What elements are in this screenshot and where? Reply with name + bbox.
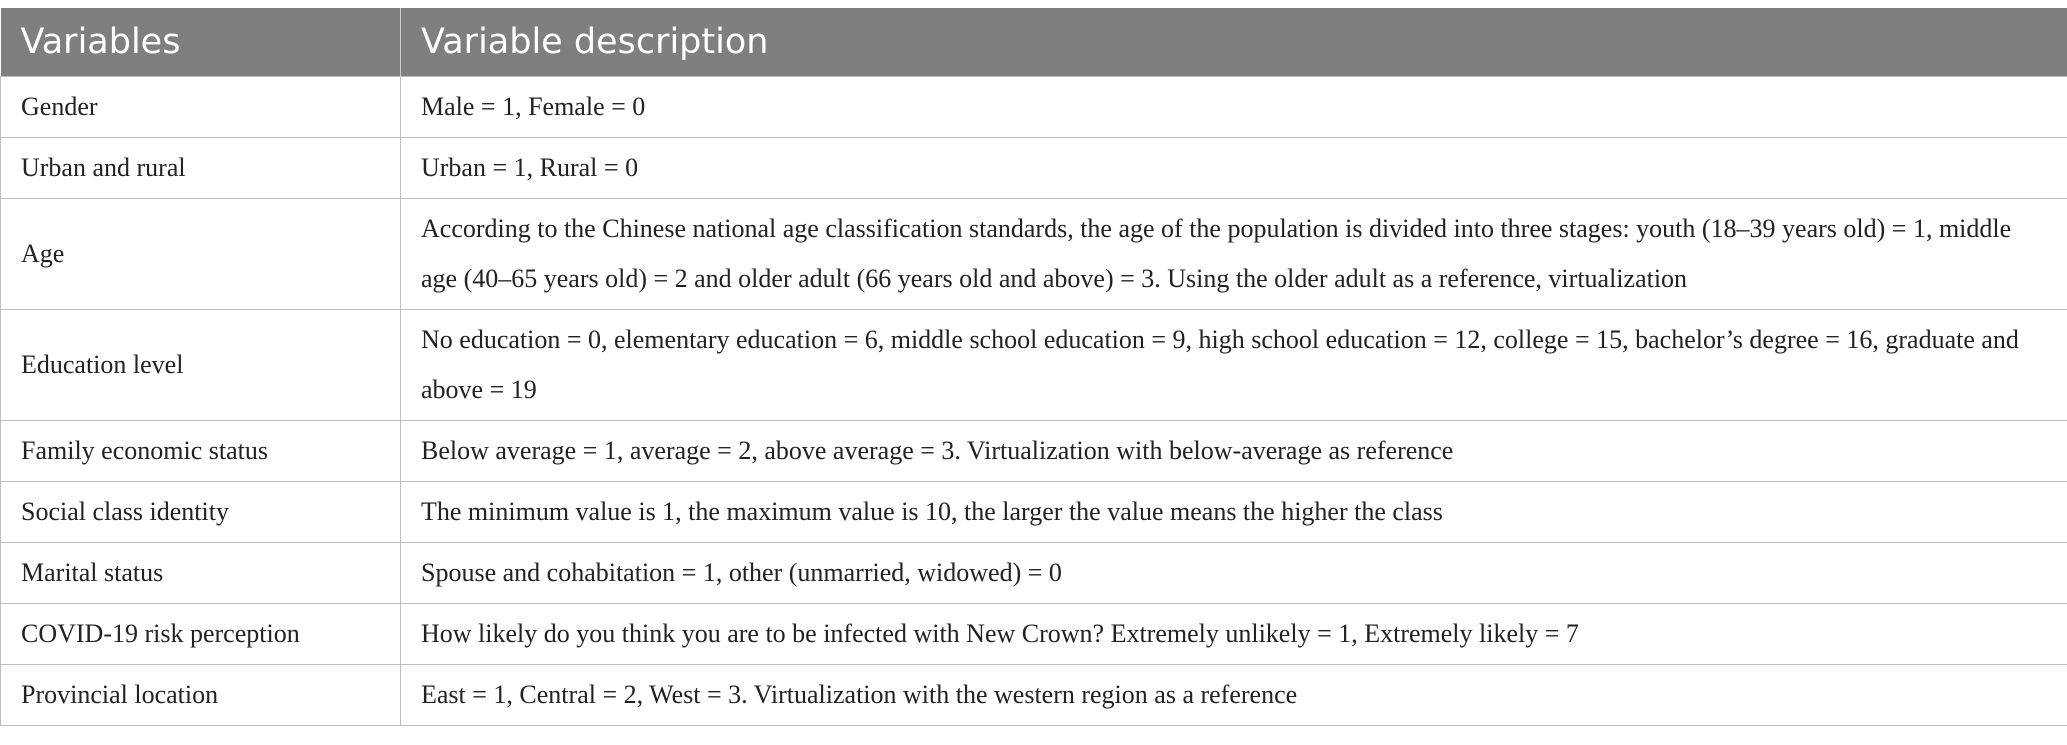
header-row	[1, 8, 2067, 77]
table-row	[1, 543, 2067, 604]
table-header	[1, 8, 2067, 77]
table-body	[1, 77, 2067, 726]
description-cell: Male = 1, Female = 0	[401, 77, 2067, 138]
description-cell: No education = 0, elementary education = 6, middle school education = 9, high school education = 12, college = 15, bachelor’s degree = 16, graduate and above = 19	[401, 310, 2067, 421]
variable-cell: Family economic status	[1, 421, 401, 482]
variable-cell: COVID-19 risk perception	[1, 604, 401, 665]
description-cell: Spouse and cohabitation = 1, other (unmarried, widowed) = 0	[401, 543, 2067, 604]
variable-cell: Provincial location	[1, 665, 401, 726]
variable-cell: Gender	[1, 77, 401, 138]
variable-cell: Education level	[1, 310, 401, 421]
description-cell: East = 1, Central = 2, West = 3. Virtualization with the western region as a reference	[401, 665, 2067, 726]
table-row	[1, 604, 2067, 665]
table-row	[1, 138, 2067, 199]
variable-cell: Age	[1, 199, 401, 310]
variables-table	[0, 8, 2067, 726]
table-row	[1, 199, 2067, 310]
description-cell: The minimum value is 1, the maximum value is 10, the larger the value means the higher the class	[401, 482, 2067, 543]
variable-cell: Urban and rural	[1, 138, 401, 199]
description-cell: Below average = 1, average = 2, above average = 3. Virtualization with below-average as reference	[401, 421, 2067, 482]
header-variable-description: Variable description	[401, 8, 2067, 77]
variable-cell: Marital status	[1, 543, 401, 604]
table-row	[1, 310, 2067, 421]
description-cell: How likely do you think you are to be infected with New Crown? Extremely unlikely = 1, Extremely likely = 7	[401, 604, 2067, 665]
description-cell: Urban = 1, Rural = 0	[401, 138, 2067, 199]
header-variables: Variables	[1, 8, 401, 77]
table-row	[1, 77, 2067, 138]
table-row	[1, 421, 2067, 482]
table-row	[1, 482, 2067, 543]
variables-table-container	[0, 8, 2067, 726]
variable-cell: Social class identity	[1, 482, 401, 543]
description-cell: According to the Chinese national age classification standards, the age of the population is divided into three stages: youth (18–39 years old) = 1, middle age (40–65 years old) = 2 and older adult (66 years old and above) = 3. Using the older adult as a reference, virtualization	[401, 199, 2067, 310]
table-row	[1, 665, 2067, 726]
